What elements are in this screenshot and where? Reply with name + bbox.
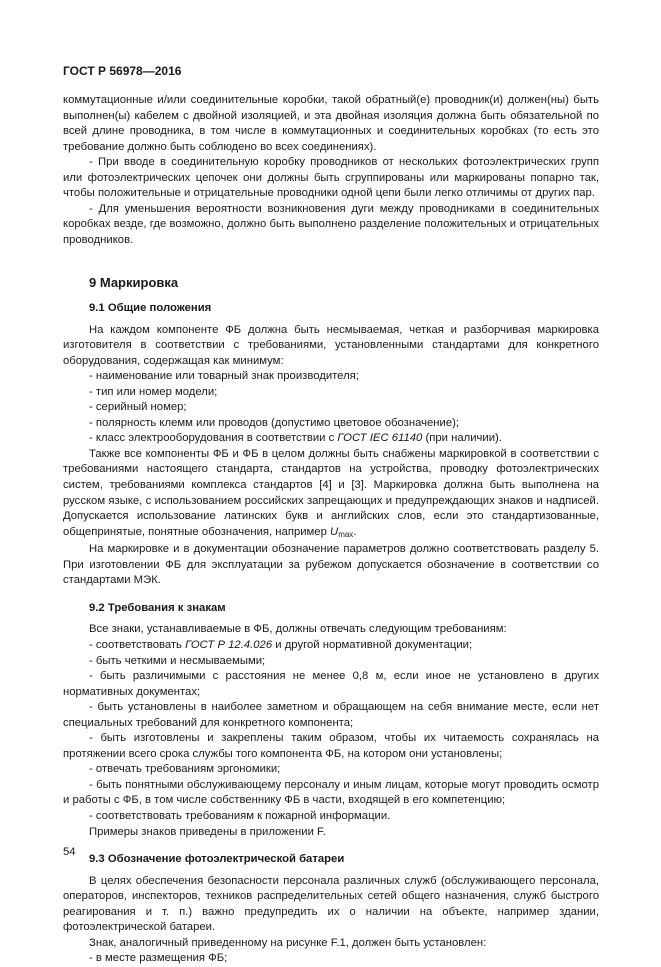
body-paragraph: В целях обеспечения безопасности персонала различных служб (обслуживающего персонала, операторов, инспекторов, техников распределительных сетей общего назначения, служб быстрого реагирования и т. п.) важно предупредить их о наличии на объекте, например здании, фотоэлектрической батареи. <box>63 874 599 934</box>
body-paragraph: Примеры знаков приведены в приложении F. <box>89 825 326 838</box>
document-id: ГОСТ Р 56978—2016 <box>63 64 182 78</box>
symbol-u: U <box>330 525 339 538</box>
list-item: - быть различимыми с расстояния не менее 0,8 м, если иное не установлено в других нормативных документах; <box>63 670 599 698</box>
list-item-text: - класс электрооборудования в соответствии с <box>89 432 338 445</box>
subsection-heading: 9.1 Общие положения <box>89 302 212 315</box>
list-item: - серийный номер; <box>89 401 187 414</box>
page-content <box>63 93 599 967</box>
body-paragraph: Знак, аналогичный приведенному на рисунке F.1, должен быть установлен: <box>89 936 487 949</box>
body-paragraph: На каждом компоненте ФБ должна быть несмываемая, четкая и разборчивая маркировка изготовителя в соответствии с требованиями, установленными стандартами для конкретного оборудования, содержащая как минимум: <box>63 323 599 367</box>
list-item-text: (при наличии). <box>422 432 502 445</box>
list-item: - быть четкими и несмываемыми; <box>89 654 266 667</box>
list-item <box>63 638 599 654</box>
body-paragraph: На маркировке и в документации обозначение параметров должно соответствовать разделу 5. При изготовлении ФБ для эксплуатации за рубежом допускается обозначение в соответствии со стандартами МЭК. <box>63 543 599 587</box>
list-item-text: и другой нормативной документации; <box>272 638 473 651</box>
list-item: - наименование или товарный знак производителя; <box>89 370 359 383</box>
intro-paragraph: коммутационные и/или соединительные коробки, такой обратный(е) проводник(и) должен(ны) быть выполнен(ы) кабелем с двойной изоляцией, и эта двойная изоляция должна быть обязательной по всей длине проводника, в том числе в коммутационных и соединительных коробках (то есть это требование должно быть соблюдено во всех соединениях). <box>63 94 599 153</box>
body-paragraph: Все знаки, устанавливаемые в ФБ, должны отвечать следующим требованиям: <box>89 623 507 636</box>
page-number: 54 <box>63 846 76 858</box>
list-item: - тип или номер модели; <box>89 385 218 398</box>
subsection-heading: 9.3 Обозначение фотоэлектрической батареи <box>89 853 345 866</box>
list-item: - соответствовать требованиям к пожарной информации. <box>89 809 391 822</box>
section-heading: 9 Маркировка <box>89 275 179 291</box>
paragraph-text: . <box>353 525 357 538</box>
list-item: - быть установлены в наиболее заметном и обращающем на себя внимание месте, если нет специальных требований для конкретного компонента; <box>63 701 599 729</box>
paragraph-text: Также все компоненты ФБ и ФБ в целом должны быть снабжены маркировкой в соответствии с требованиями настоящего стандарта, стандартов на устройства, проводку фотоэлектрических систем, требованиями комплекса стандартов [4] и [3]. Маркировка должна быть выполнена на русском языке, с использованием российских запрещающих и предупреждающих знаков и надписей. Допускается использование латинских букв и английских слов, если это стандартизованные, общепринятые, понятные обозначения, например <box>63 447 599 538</box>
list-item: - быть понятными обслуживающему персоналу и иным лицам, которые могут проводить осмотр и работы с ФБ, в том числе собственнику ФБ в части, входящей в его компетенцию; <box>63 778 599 807</box>
list-item: - отвечать требованиям эргономики; <box>89 763 281 776</box>
list-item-text: - соответствовать <box>89 638 186 651</box>
list-item <box>63 431 599 447</box>
intro-paragraph: - Для уменьшения вероятности возникновения дуги между проводниками в соединительных коробках везде, где возможно, должно быть выполнено разделение положительных и отрицательных проводников. <box>63 202 599 246</box>
standard-reference: ГОСТ IEC 61140 <box>337 432 423 445</box>
list-item: - в месте размещения ФБ; <box>89 952 228 965</box>
standard-reference: ГОСТ Р 12.4.026 <box>185 638 273 651</box>
intro-paragraph: - При вводе в соединительную коробку проводников от нескольких фотоэлектрических групп или фотоэлектрических цепочек они должны быть сгруппированы или маркированы попарно так, чтобы положительные и отрицательные проводники одной цепи были легко отличимы от других пар. <box>63 156 599 200</box>
subsection-heading: 9.2 Требования к знакам <box>89 601 226 614</box>
body-paragraph <box>63 447 599 542</box>
list-item: - полярность клемм или проводов (допустимо цветовое обозначение); <box>89 416 460 429</box>
list-item: - быть изготовлены и закреплены таким образом, чтобы их читаемость сохранялась на протяжении всего срока службы того компонента ФБ, на котором они установлены; <box>63 732 599 760</box>
symbol-subscript: max <box>338 529 354 539</box>
